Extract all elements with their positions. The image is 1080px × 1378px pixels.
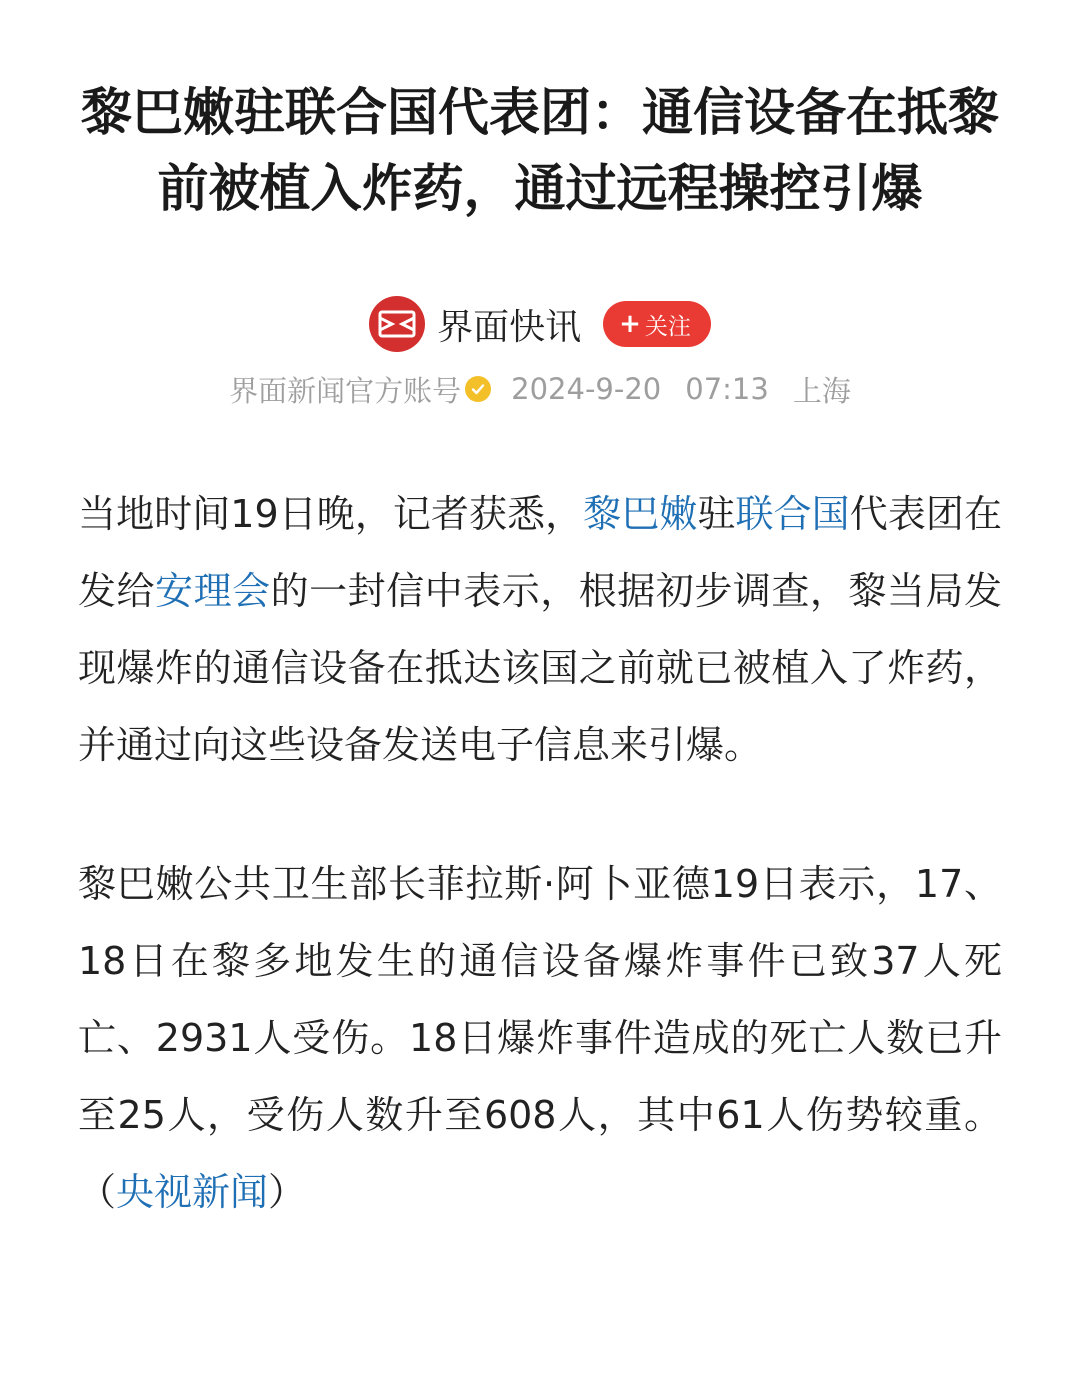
publish-location: 上海 [792,373,851,408]
paragraph-text: 驻 [697,492,736,536]
jiemian-logo-icon-glyph [377,309,417,339]
article-paragraph-2 [78,846,1002,1231]
paragraph-text: 黎巴嫩公共卫生部长菲拉斯·阿卜亚德19日表示，17、18日在黎多地发生的通信设备爆炸事件已致37人死亡、2931人受伤。18日爆炸事件造成的死亡人数已升至25人，受伤人数升至608人，其中61人伤势较重。（ [78,862,1002,1214]
link-cctv-news[interactable]: 央视新闻 [116,1170,269,1214]
link-lebanon[interactable]: 黎巴嫩 [583,492,698,536]
paragraph-text: 的一封信中表示，根据初步调查，黎当局发现爆炸的通信设备在抵达该国之前就已被植入了炸药，并通过向这些设备发送电子信息来引爆。 [78,569,1002,767]
link-united-nations[interactable]: 联合国 [735,492,850,536]
plus-icon: + [619,309,641,339]
verified-badge-icon [465,376,491,402]
link-security-council[interactable]: 安理会 [155,569,271,613]
follow-button-label: 关注 [644,313,691,340]
paragraph-text: 代表团在发给 [78,492,1002,613]
publish-time: 07:13 [685,372,769,406]
article-title: 黎巴嫩驻联合国代表团：通信设备在抵黎前被植入炸药，通过远程操控引爆 [80,84,999,219]
publish-date: 2024-9-20 [511,372,662,406]
article-paragraph-1 [78,476,1002,784]
article-meta [78,366,1002,412]
checkmark-icon [470,381,486,397]
author-row [78,294,1002,354]
author-name[interactable]: 界面快讯 [437,306,582,348]
paragraph-text: ） [268,1170,307,1214]
account-type: 界面新闻官方账号 [229,373,462,408]
follow-button[interactable] [603,301,711,347]
paragraph-text: 当地时间19日晚，记者获悉， [78,492,584,536]
jiemian-logo-icon[interactable] [369,296,425,352]
